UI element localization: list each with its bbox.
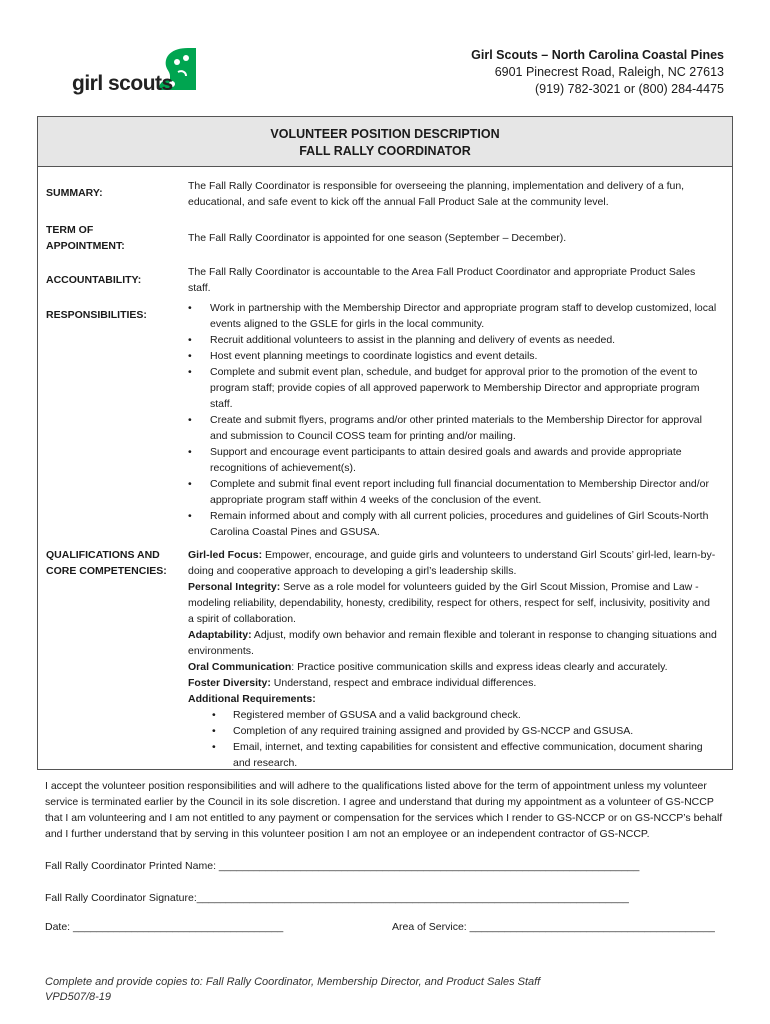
- additional-requirements-list: [188, 707, 718, 771]
- footer: [45, 975, 540, 1005]
- competency-text: : Practice positive communication skills and express ideas clearly and accurately.: [291, 661, 668, 673]
- document-title: VOLUNTEER POSITION DESCRIPTION: [270, 127, 500, 141]
- list-item: • Email, internet, and texting capabilities for consistent and effective communication, document sharing and research.: [188, 739, 718, 771]
- date-field[interactable]: Date: ____________________________________: [45, 921, 284, 933]
- additional-requirements-heading: Additional Requirements:: [188, 693, 316, 705]
- responsibilities-list: [188, 300, 718, 540]
- summary-label: SUMMARY:: [46, 187, 103, 199]
- signature-field[interactable]: Fall Rally Coordinator Signature:__________________________________________________________________________: [45, 892, 629, 904]
- competency-title: Adaptability:: [188, 629, 252, 641]
- term-label-line1: TERM OF: [46, 224, 94, 236]
- list-item: • Host event planning meetings to coordinate logistics and event details.: [188, 348, 718, 364]
- list-item: • Work in partnership with the Membership Director and appropriate program staff to develop customized, local events aligned to the GSLE for girls in the local community.: [188, 300, 718, 332]
- competency-item: [188, 579, 718, 627]
- girl-scouts-logo: [72, 44, 202, 100]
- competency-text: Adjust, modify own behavior and remain flexible and tolerant in response to changing situations and environments.: [188, 629, 717, 657]
- position-title: FALL RALLY COORDINATOR: [299, 144, 471, 158]
- list-item: • Remain informed about and comply with all current policies, procedures and guidelines of Girl Scouts-North Carolina Coastal Pines and GSUSA.: [188, 508, 718, 540]
- term-label-line2: APPOINTMENT:: [46, 240, 125, 252]
- distribution-note: Complete and provide copies to: Fall Rally Coordinator, Membership Director, and Product Sales Staff: [45, 976, 541, 988]
- organization-phone: (919) 782-3021 or (800) 284-4475: [534, 82, 724, 96]
- qualifications-label: [46, 547, 167, 579]
- list-item: • Create and submit flyers, programs and/or other printed materials to the Membership Director for approval and submission to Council COSS team for printing and/or mailing.: [188, 412, 718, 444]
- list-item: • Support and encourage event participants to attain desired goals and awards and provide appropriate recognitions of achievement(s).: [188, 444, 718, 476]
- organization-address: 6901 Pinecrest Road, Raleigh, NC 27613: [494, 65, 724, 79]
- list-item: • Registered member of GSUSA and a valid background check.: [188, 707, 718, 723]
- responsibilities-list-wrap: [188, 300, 718, 540]
- additional-requirements-title: [188, 691, 718, 707]
- qualifications-content: [188, 547, 718, 771]
- summary-text: The Fall Rally Coordinator is responsible for overseeing the planning, implementation and delivery of a fun, educational, and safe event to kick off the annual Fall Product Sale at the community level.: [188, 180, 685, 208]
- competency-text: Empower, encourage, and guide girls and volunteers to understand Girl Scouts’ girl-led, learn-by-doing and cooperative approach to developing a girl’s leadership skills.: [188, 549, 716, 577]
- list-item: • Recruit additional volunteers to assist in the planning and delivery of events as needed.: [188, 332, 718, 348]
- competency-title: Oral Communication: [188, 661, 292, 673]
- competency-title: Girl-led Focus:: [188, 549, 263, 561]
- competency-item: [188, 547, 718, 579]
- qualifications-label-line2: CORE COMPETENCIES:: [46, 565, 167, 577]
- accountability-text: The Fall Rally Coordinator is accountable to the Area Fall Product Coordinator and appropriate Product Sales staff.: [188, 266, 696, 294]
- organization-info: [471, 47, 724, 98]
- printed-name-field[interactable]: Fall Rally Coordinator Printed Name: ________________________________________________________________________: [45, 860, 640, 872]
- competency-title: Personal Integrity:: [188, 581, 281, 593]
- logo-wordmark: girl scouts: [72, 72, 173, 95]
- acceptance-statement: I accept the volunteer position responsibilities and will adhere to the qualifications listed above for the term of appointment unless my volunteer service is terminated earlier by the Council in its sole discretion. I agree and understand that during my appointment as a volunteer of GS-NCCP that I am volunteering and I am not entitled to any payment or compensation for the services which I render to GS-NCCP or on GS-NCCP’s behalf and I further understand that by serving in this volunteer position I am not an employee or an independent contractor of GS-NCCP.: [45, 780, 723, 840]
- term-label: [46, 222, 125, 254]
- form-code: VPD507/8-19: [45, 991, 112, 1003]
- list-item: • Complete and submit event plan, schedule, and budget for approval prior to the promotion of the event to program staff; provide copies of all approved paperwork to Membership Director and appropriate program staff.: [188, 364, 718, 412]
- area-of-service-field[interactable]: Area of Service: __________________________________________: [392, 921, 715, 933]
- competency-item: [188, 675, 718, 691]
- position-description-box: [37, 116, 733, 770]
- list-item: • Complete and submit final event report including full financial documentation to Membership Director and/or appropriate program staff within 4 weeks of the conclusion of the event.: [188, 476, 718, 508]
- competency-text: Serve as a role model for volunteers guided by the Girl Scout Mission, Promise and Law - modeling reliability, dependability, honesty, credibility, respect for others, respect for self, inclusivity, positivity and a spirit of collaboration.: [188, 581, 710, 625]
- responsibilities-label: RESPONSIBILITIES:: [46, 309, 147, 321]
- competency-title: Foster Diversity:: [188, 677, 271, 689]
- term-text: The Fall Rally Coordinator is appointed for one season (September – December).: [188, 232, 567, 244]
- competency-item: [188, 659, 718, 675]
- organization-name: Girl Scouts – North Carolina Coastal Pines: [471, 48, 724, 62]
- qualifications-label-line1: QUALIFICATIONS AND: [46, 549, 160, 561]
- competency-text: Understand, respect and embrace individual differences.: [270, 677, 537, 689]
- competency-item: [188, 627, 718, 659]
- list-item: • Completion of any required training assigned and provided by GS-NCCP and GSUSA.: [188, 723, 718, 739]
- accountability-label: ACCOUNTABILITY:: [46, 274, 142, 286]
- title-bar: [38, 117, 732, 167]
